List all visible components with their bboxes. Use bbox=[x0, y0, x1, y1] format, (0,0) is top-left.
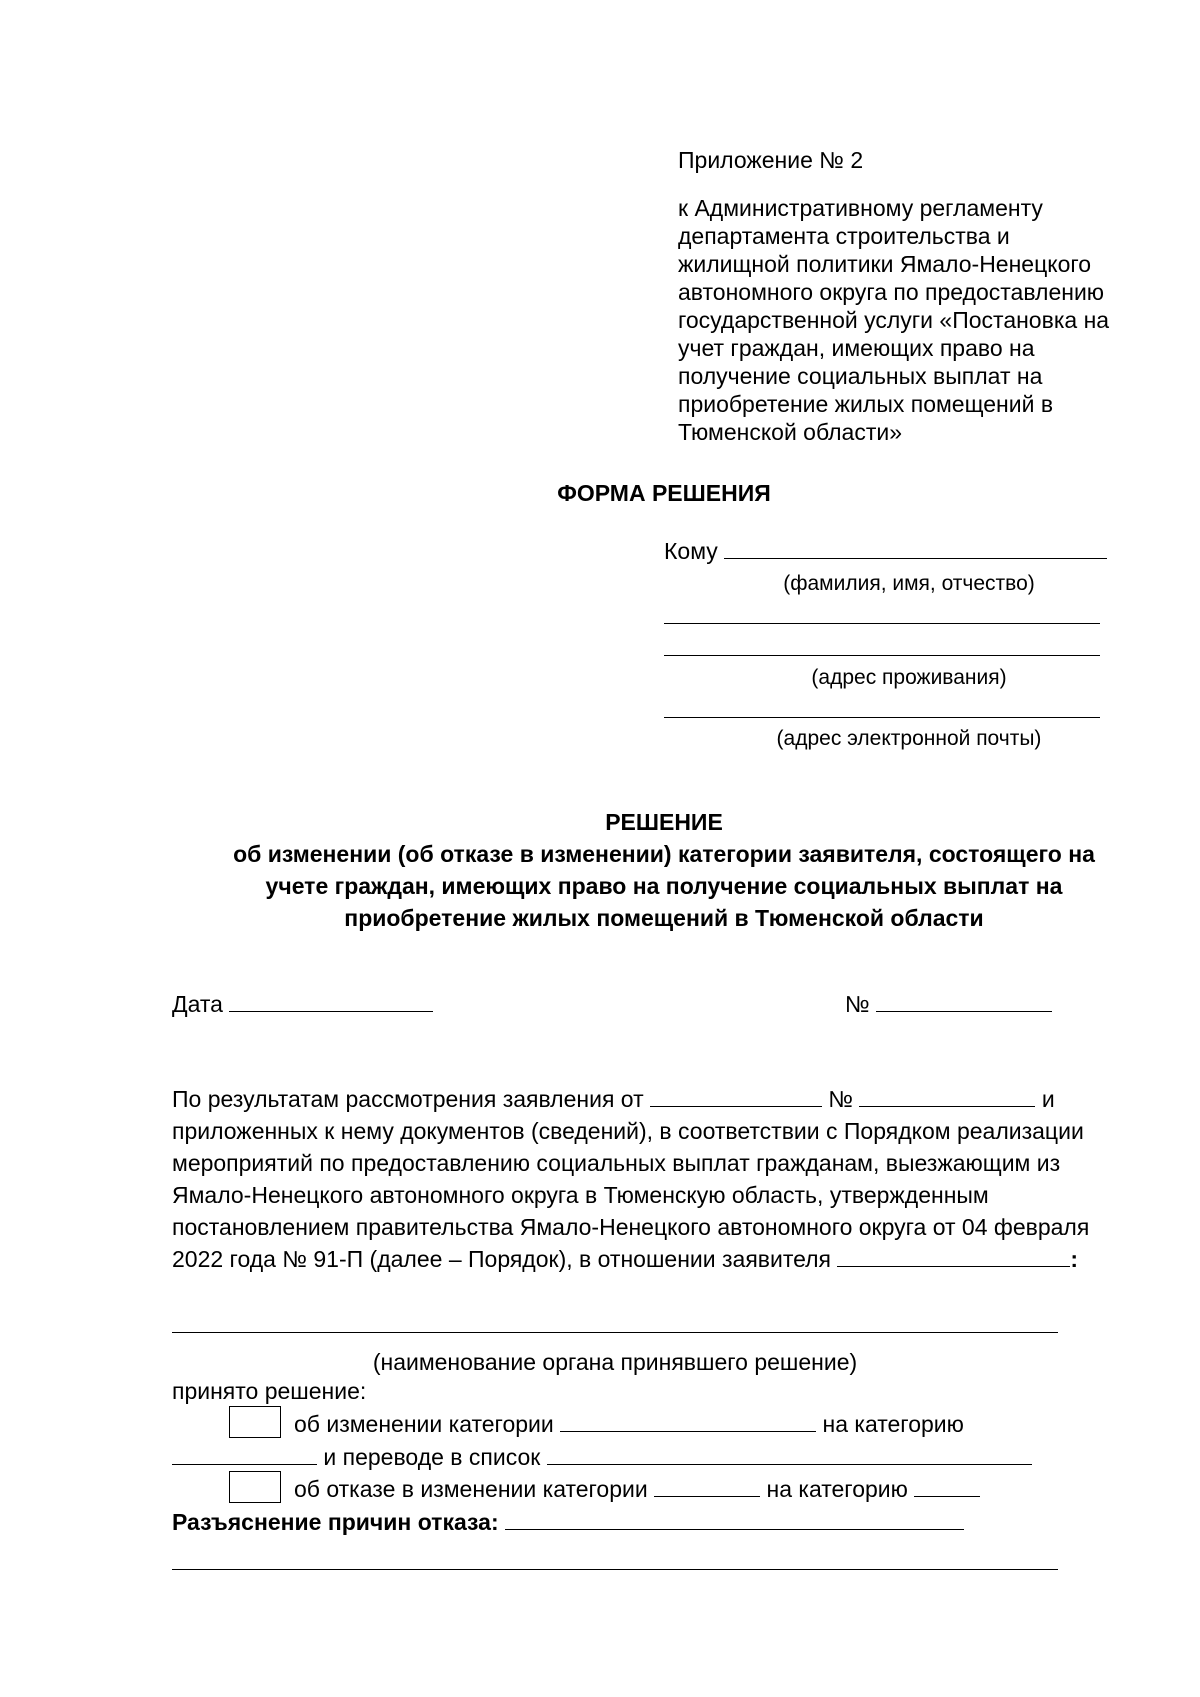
option-refuse-row bbox=[294, 1475, 980, 1503]
subtitle-line: приобретение жилых помещений в Тюменской области bbox=[344, 905, 984, 931]
address-line-2[interactable] bbox=[664, 655, 1100, 656]
subtitle-line: учете граждан, имеющих право на получение социальных выплат на bbox=[265, 873, 1063, 899]
appendix-line: учет граждан, имеющих право на bbox=[678, 335, 1035, 361]
refusal-reason-field[interactable] bbox=[505, 1509, 964, 1530]
option-text: на категорию bbox=[766, 1476, 908, 1502]
body-text: 2022 года № 91-П (далее – Порядок), в отношении заявителя bbox=[172, 1246, 832, 1272]
refusal-line-2[interactable] bbox=[172, 1569, 1058, 1570]
refuse-current-category-field[interactable] bbox=[654, 1476, 760, 1497]
option-text: об отказе в изменении категории bbox=[294, 1476, 648, 1502]
to-label: Кому bbox=[664, 538, 718, 564]
body-line-6 bbox=[172, 1243, 1078, 1275]
recipient-to bbox=[664, 537, 1107, 565]
colon: : bbox=[1070, 1246, 1079, 1272]
body-line: приложенных к нему документов (сведений), в соответствии с Порядком реализации bbox=[172, 1118, 1084, 1144]
date-field[interactable] bbox=[229, 991, 433, 1012]
option-list-row bbox=[172, 1443, 1032, 1471]
appendix-line: департамента строительства и bbox=[678, 223, 1010, 249]
email-line[interactable] bbox=[664, 717, 1100, 718]
body-line: Ямало-Ненецкого автономного округа в Тюменскую область, утвержденным bbox=[172, 1182, 989, 1208]
decision-title: РЕШЕНИЕ bbox=[605, 809, 723, 835]
appendix-line: автономного округа по предоставлению bbox=[678, 279, 1105, 305]
option-text: и переводе в список bbox=[323, 1444, 541, 1470]
appendix-line: Тюменской области» bbox=[678, 419, 903, 445]
recipient-name-field[interactable] bbox=[724, 538, 1107, 559]
name-caption: (фамилия, имя, отчество) bbox=[783, 572, 1035, 595]
address-caption: (адрес проживания) bbox=[811, 666, 1007, 689]
body-text: и bbox=[1041, 1086, 1055, 1112]
body-line-1 bbox=[172, 1083, 1055, 1115]
form-title: ФОРМА РЕШЕНИЯ bbox=[557, 480, 771, 506]
option-text: об изменении категории bbox=[294, 1411, 554, 1437]
number-label: № bbox=[845, 991, 870, 1017]
application-number-field[interactable] bbox=[859, 1086, 1035, 1107]
option-text: на категорию bbox=[822, 1411, 964, 1437]
subtitle-line: об изменении (об отказе в изменении) категории заявителя, состоящего на bbox=[233, 841, 1095, 867]
body-text: По результатам рассмотрения заявления от bbox=[172, 1086, 644, 1112]
decision-subtitle bbox=[0, 838, 1200, 934]
date-row bbox=[172, 990, 433, 1018]
appendix-line: приобретение жилых помещений в bbox=[678, 391, 1054, 417]
option-change-row bbox=[294, 1410, 964, 1438]
date-label: Дата bbox=[172, 991, 223, 1017]
option-refuse-checkbox[interactable] bbox=[229, 1471, 281, 1503]
number-row bbox=[845, 990, 1052, 1018]
body-line: мероприятий по предоставлению социальных выплат гражданам, выезжающим из bbox=[172, 1150, 1061, 1176]
body-line: постановлением правительства Ямало-Ненецкого автономного округа от 04 февраля bbox=[172, 1214, 1090, 1240]
organ-caption: (наименование органа принявшего решение) bbox=[372, 1349, 858, 1375]
appendix-line: государственной услуги «Постановка на bbox=[678, 307, 1110, 333]
list-field[interactable] bbox=[547, 1444, 1032, 1465]
appendix-line: к Административному регламенту bbox=[678, 195, 1043, 221]
address-line-1[interactable] bbox=[664, 623, 1100, 624]
body-number-label: № bbox=[828, 1086, 854, 1112]
decided-label: принято решение: bbox=[172, 1378, 367, 1404]
application-date-field[interactable] bbox=[650, 1086, 822, 1107]
body-paragraph bbox=[172, 1115, 1172, 1243]
refuse-new-category-field[interactable] bbox=[914, 1476, 980, 1497]
appendix-line: жилищной политики Ямало-Ненецкого bbox=[678, 251, 1092, 277]
applicant-field[interactable] bbox=[837, 1246, 1070, 1267]
refusal-label: Разъяснение причин отказа: bbox=[172, 1509, 499, 1535]
current-category-field[interactable] bbox=[560, 1411, 816, 1432]
appendix-number: Приложение № 2 bbox=[678, 147, 864, 173]
number-field[interactable] bbox=[876, 991, 1052, 1012]
option-change-checkbox[interactable] bbox=[229, 1406, 281, 1438]
email-caption: (адрес электронной почты) bbox=[776, 727, 1042, 750]
new-category-field[interactable] bbox=[172, 1444, 317, 1465]
appendix-line: получение социальных выплат на bbox=[678, 363, 1043, 389]
appendix-text bbox=[678, 194, 1178, 446]
refusal-row bbox=[172, 1508, 964, 1536]
organ-line[interactable] bbox=[172, 1332, 1058, 1333]
